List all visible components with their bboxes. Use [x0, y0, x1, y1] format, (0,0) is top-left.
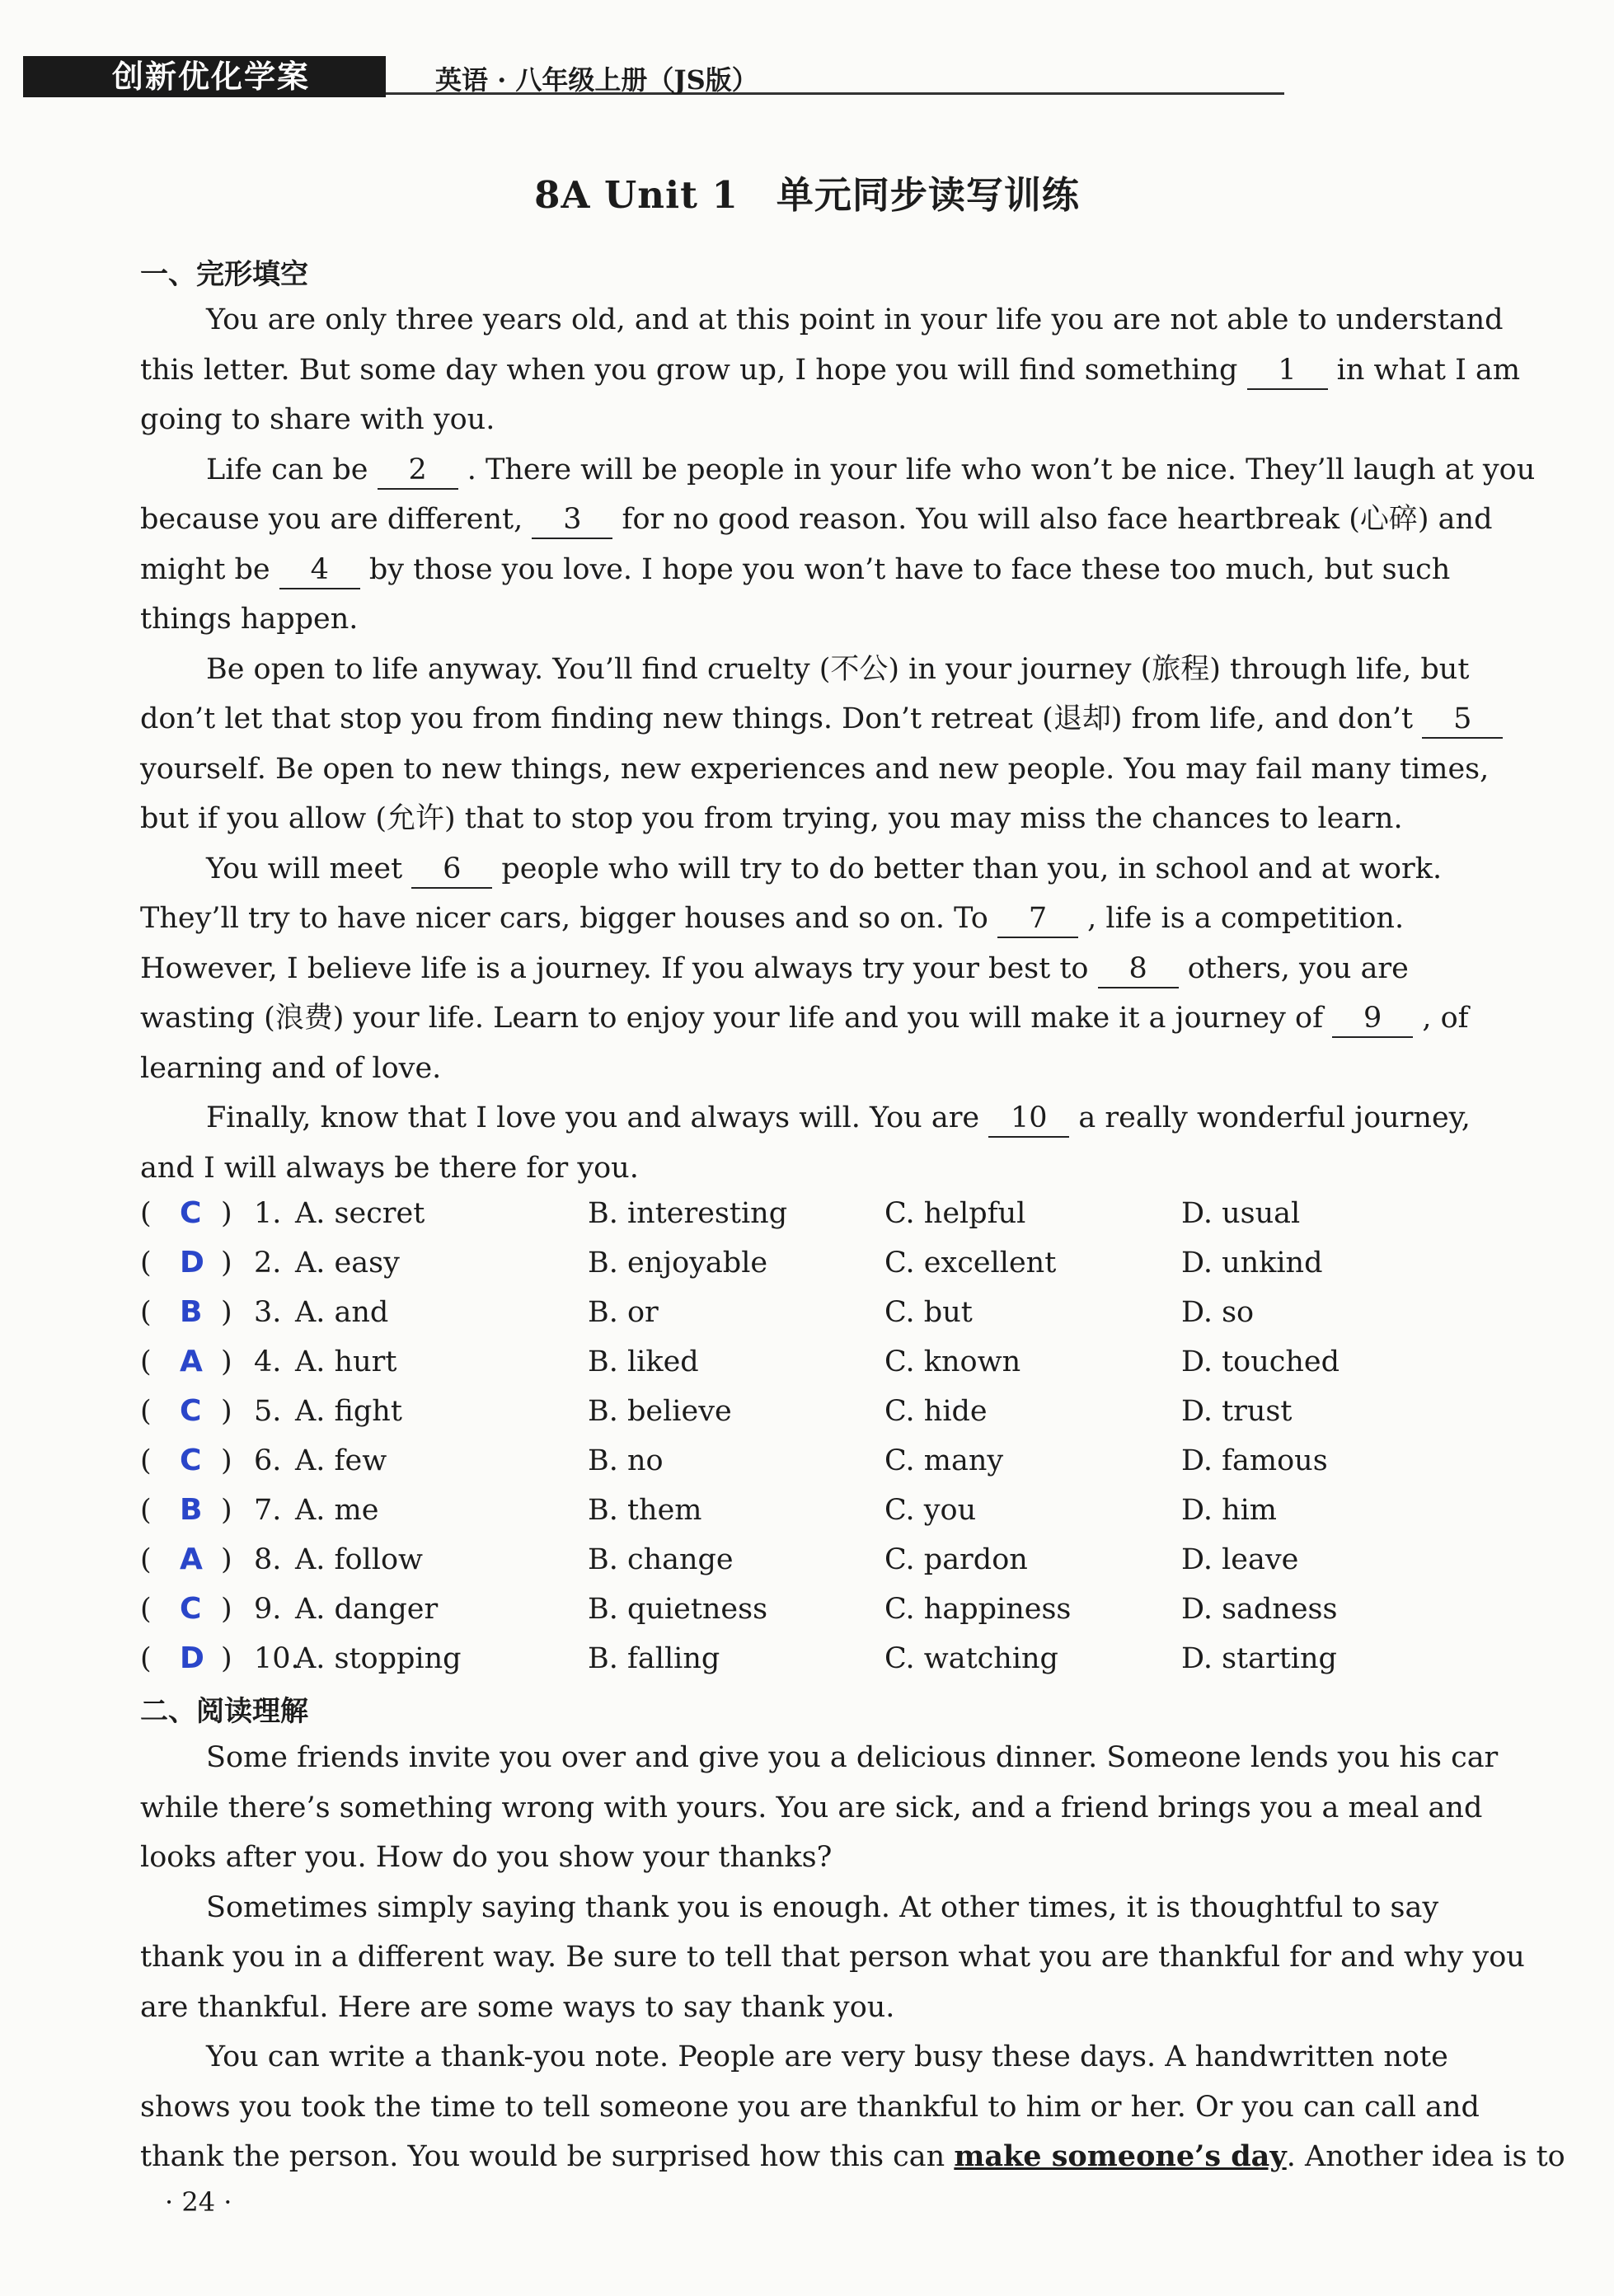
text-line: Sometimes simply saying thank you is enough. At other times, it is thoughtful to say: [206, 1890, 1439, 1924]
option-a[interactable]: A. danger: [295, 1593, 439, 1626]
paren-open: (: [140, 1197, 152, 1230]
paren-close: ): [221, 1296, 232, 1329]
question-row: [140, 1535, 1492, 1585]
option-c[interactable]: C. many: [884, 1444, 1004, 1477]
paragraph: [140, 844, 1492, 1094]
question-row: [140, 1337, 1492, 1387]
text-line: Be open to life anyway. You’ll find cruelty (不公) in your journey (旅程) through life, but: [206, 652, 1470, 686]
option-a[interactable]: A. secret: [295, 1197, 425, 1230]
option-b[interactable]: B. no: [588, 1444, 664, 1477]
paren-open: (: [140, 1296, 152, 1329]
unit-title: 8A Unit 1 单元同步读写训练: [534, 173, 1080, 217]
brand-logo: 创新优化学案: [23, 56, 386, 97]
blank-9[interactable]: 9: [1332, 1000, 1413, 1038]
text-line: wasting (浪费) your life. Learn to enjoy your life and you will make it a journey of 9 , of: [140, 993, 1492, 1044]
answer-letter: C: [180, 1592, 202, 1626]
option-d[interactable]: D. usual: [1181, 1197, 1301, 1230]
option-a[interactable]: A. easy: [295, 1247, 400, 1279]
emphasized-phrase: make someone’s day: [954, 2139, 1287, 2173]
paren-open: (: [140, 1345, 152, 1378]
question-number: 1.: [254, 1197, 282, 1230]
text-line: yourself. Be open to new things, new experiences and new people. You may fail many times,: [140, 752, 1490, 786]
answer-letter: D: [180, 1246, 204, 1279]
option-c[interactable]: C. happiness: [884, 1593, 1072, 1626]
question-number: 10.: [254, 1642, 300, 1675]
book-title: 英语 · 八年级上册（JS版）: [435, 64, 758, 96]
text-line: thank the person. You would be surprised how this can make someone’s day. Another idea is to: [140, 2139, 1565, 2173]
option-a[interactable]: A. hurt: [295, 1345, 397, 1378]
option-c[interactable]: C. watching: [884, 1642, 1058, 1675]
paren-close: ): [221, 1593, 232, 1626]
answer-letter: C: [180, 1196, 202, 1230]
paren-open: (: [140, 1444, 152, 1477]
blank-6[interactable]: 6: [411, 851, 492, 889]
question-row: [140, 1436, 1492, 1486]
option-a[interactable]: A. follow: [295, 1543, 423, 1576]
option-d[interactable]: D. starting: [1181, 1642, 1337, 1675]
option-b[interactable]: B. enjoyable: [588, 1247, 768, 1279]
option-c[interactable]: C. but: [884, 1296, 973, 1329]
question-row: [140, 1387, 1492, 1436]
paragraph: [140, 645, 1492, 844]
text-line: Life can be 2 . There will be people in your life who won’t be nice. They’ll laugh at you: [140, 445, 1492, 495]
blank-8[interactable]: 8: [1098, 951, 1179, 988]
question-row: [140, 1189, 1492, 1238]
text-line: going to share with you.: [140, 403, 495, 436]
answer-letter: C: [180, 1394, 202, 1428]
paragraph: [140, 2032, 1565, 2182]
question-row: [140, 1238, 1492, 1288]
paren-close: ): [221, 1345, 232, 1378]
blank-1[interactable]: 1: [1247, 352, 1328, 390]
question-number: 2.: [254, 1247, 282, 1279]
option-b[interactable]: B. quietness: [588, 1593, 768, 1626]
answer-letter: C: [180, 1444, 202, 1477]
paragraph: [140, 295, 1521, 445]
option-b[interactable]: B. falling: [588, 1642, 720, 1675]
paren-open: (: [140, 1494, 152, 1527]
option-b[interactable]: B. or: [588, 1296, 659, 1329]
text-line: are thankful. Here are some ways to say thank you.: [140, 1990, 895, 2024]
text-line: They’ll try to have nicer cars, bigger houses and so on. To 7 , life is a competition.: [140, 894, 1492, 944]
answer-letter: B: [180, 1493, 203, 1527]
option-a[interactable]: A. fight: [295, 1395, 402, 1428]
question-row: [140, 1634, 1492, 1683]
question-number: 6.: [254, 1444, 282, 1477]
paren-close: ): [221, 1494, 232, 1527]
paren-close: ): [221, 1642, 232, 1675]
option-a[interactable]: A. me: [295, 1494, 379, 1527]
option-b[interactable]: B. them: [588, 1494, 702, 1527]
option-d[interactable]: D. sadness: [1181, 1593, 1338, 1626]
option-d[interactable]: D. touched: [1181, 1345, 1340, 1378]
option-d[interactable]: D. unkind: [1181, 1247, 1323, 1279]
text-line: looks after you. How do you show your thanks?: [140, 1841, 833, 1874]
option-c[interactable]: C. known: [884, 1345, 1021, 1378]
answer-letter: A: [180, 1345, 203, 1378]
text-line: while there’s something wrong with yours. You are sick, and a friend brings you a meal and: [140, 1791, 1483, 1824]
paragraph: [140, 1883, 1525, 2033]
text-line: You will meet 6 people who will try to do better than you, in school and at work.: [140, 844, 1492, 894]
section1-heading: 一、完形填空: [140, 258, 308, 291]
paren-open: (: [140, 1247, 152, 1279]
blank-4[interactable]: 4: [279, 552, 360, 589]
answer-letter: B: [180, 1295, 203, 1329]
blank-2[interactable]: 2: [378, 452, 458, 490]
question-number: 3.: [254, 1296, 282, 1329]
option-d[interactable]: D. famous: [1181, 1444, 1328, 1477]
paragraph: [140, 1093, 1492, 1193]
text-line: learning and of love.: [140, 1051, 442, 1085]
blank-3[interactable]: 3: [532, 501, 612, 539]
text-line: things happen.: [140, 603, 359, 636]
option-d[interactable]: D. him: [1181, 1494, 1277, 1527]
option-b[interactable]: B. interesting: [588, 1197, 788, 1230]
question-row: [140, 1585, 1492, 1634]
text-line: this letter. But some day when you grow up, I hope you will find something 1 in what I am: [140, 345, 1492, 396]
paren-open: (: [140, 1543, 152, 1576]
paragraph: [140, 1733, 1499, 1883]
question-number: 4.: [254, 1345, 282, 1378]
option-b[interactable]: B. liked: [588, 1345, 699, 1378]
paren-close: ): [221, 1543, 232, 1576]
question-number: 5.: [254, 1395, 282, 1428]
blank-10[interactable]: 10: [988, 1100, 1069, 1138]
text-line: Some friends invite you over and give you a delicious dinner. Someone lends you his car: [206, 1741, 1499, 1774]
question-row: [140, 1486, 1492, 1535]
page-number: · 24 ·: [165, 2186, 232, 2218]
text-line: and I will always be there for you.: [140, 1151, 639, 1185]
text-line: Finally, know that I love you and always will. You are 10 a really wonderful journey,: [140, 1093, 1492, 1143]
option-d[interactable]: D. so: [1181, 1296, 1255, 1329]
option-d[interactable]: D. leave: [1181, 1543, 1299, 1576]
option-b[interactable]: B. change: [588, 1543, 734, 1576]
text-line: thank you in a different way. Be sure to tell that person what you are thankful for and why you: [140, 1941, 1525, 1974]
option-c[interactable]: C. helpful: [884, 1197, 1026, 1230]
question-number: 9.: [254, 1593, 282, 1626]
paren-open: (: [140, 1642, 152, 1675]
blank-5[interactable]: 5: [1422, 701, 1503, 739]
section2-heading: 二、阅读理解: [140, 1695, 308, 1728]
answer-letter: D: [180, 1641, 204, 1675]
question-number: 8.: [254, 1543, 282, 1576]
paren-close: ): [221, 1247, 232, 1279]
option-c[interactable]: C. hide: [884, 1395, 988, 1428]
option-c[interactable]: C. excellent: [884, 1247, 1057, 1279]
text-line: You can write a thank-you note. People are very busy these days. A handwritten note: [206, 2040, 1448, 2073]
text-line: don’t let that stop you from finding new things. Don’t retreat (退却) from life, and don’t 5: [140, 694, 1492, 744]
option-a[interactable]: A. stopping: [295, 1642, 462, 1675]
paragraph: [140, 445, 1536, 645]
text-line: You are only three years old, and at this point in your life you are not able to understand: [206, 303, 1504, 336]
text-line: However, I believe life is a journey. If you always try your best to 8 others, you are: [140, 944, 1492, 994]
paren-close: ): [221, 1197, 232, 1230]
page-header: [23, 56, 1260, 99]
paren-close: ): [221, 1395, 232, 1428]
option-c[interactable]: C. pardon: [884, 1543, 1028, 1576]
text-line: might be 4 by those you love. I hope you won’t have to face these too much, but such: [140, 545, 1492, 595]
text-line: because you are different, 3 for no good reason. You will also face heartbreak (心碎) and: [140, 495, 1492, 545]
option-b[interactable]: B. believe: [588, 1395, 732, 1428]
question-number: 7.: [254, 1494, 282, 1527]
text-line: but if you allow (允许) that to stop you from trying, you may miss the chances to learn.: [140, 802, 1403, 835]
question-row: [140, 1288, 1492, 1337]
option-d[interactable]: D. trust: [1181, 1395, 1293, 1428]
blank-7[interactable]: 7: [997, 900, 1078, 938]
paren-open: (: [140, 1593, 152, 1626]
option-a[interactable]: A. few: [295, 1444, 387, 1477]
paren-open: (: [140, 1395, 152, 1428]
option-c[interactable]: C. you: [884, 1494, 977, 1527]
paren-close: ): [221, 1444, 232, 1477]
text-line: shows you took the time to tell someone you are thankful to him or her. Or you can call and: [140, 2090, 1480, 2124]
answer-letter: A: [180, 1542, 203, 1576]
option-a[interactable]: A. and: [295, 1296, 389, 1329]
